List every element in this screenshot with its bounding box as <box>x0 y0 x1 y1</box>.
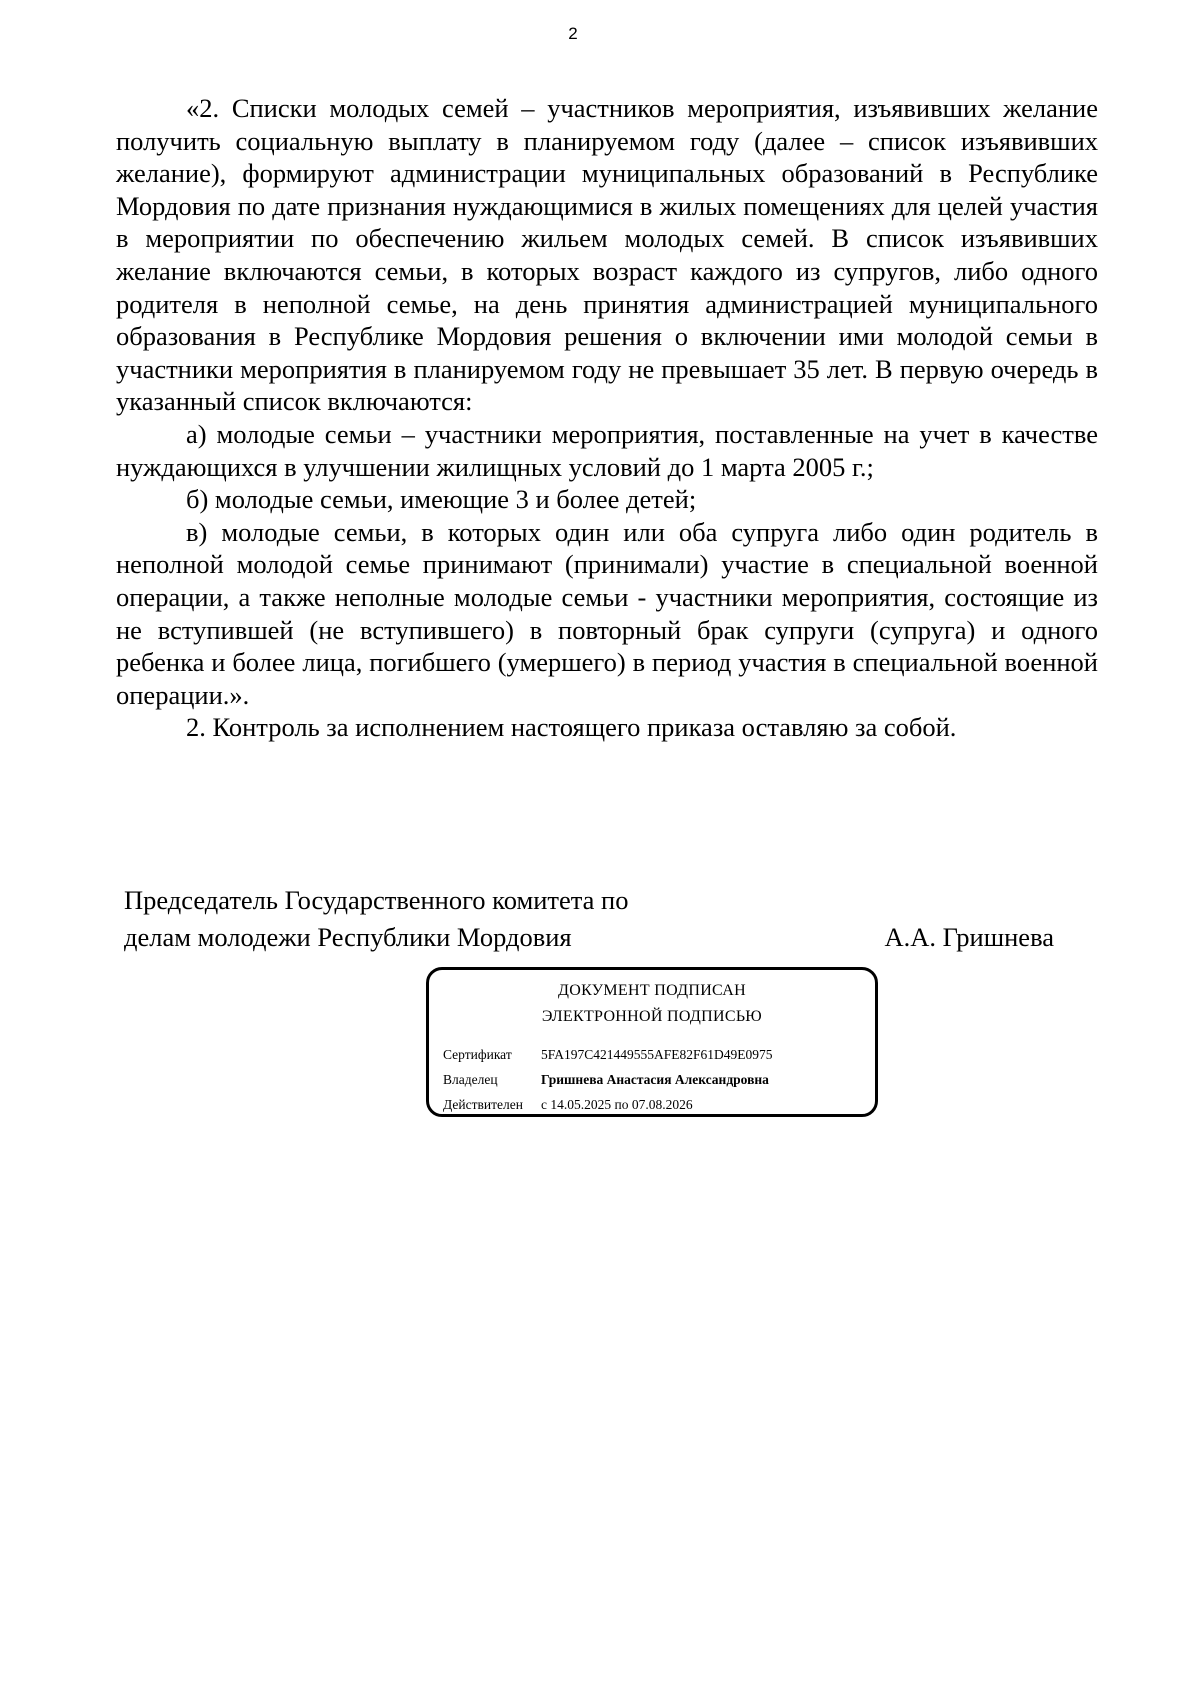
paragraph-item-b: б) молодые семьи, имеющие 3 и более детей; <box>186 484 697 515</box>
stamp-certificate-row <box>443 1042 865 1067</box>
signature-block <box>124 882 1054 956</box>
paragraph-list-rules: «2. Списки молодых семей – участников мероприятия, изъявивших желание получить социальную выплату в планируемом году (далее – список изъявивших желание), формируют администрации муниципальных образований в Республике Мордовия по дате признания нуждающимися в жилых помещениях для целей участия в мероприятии по обеспечению жильем молодых семей. В список изъявивших желание включаются семьи, в которых возраст каждого из супругов, либо одного родителя в неполной семье, на день принятия администрацией муниципального образования в Республике Мордовия решения о включении ими молодой семьи в участники мероприятия в планируемом году не превышает 35 лет. В первую очередь в указанный список включаются: <box>116 93 1098 417</box>
page-number: 2 <box>568 24 578 43</box>
electronic-signature-stamp <box>426 967 878 1117</box>
document-body <box>116 92 1098 744</box>
stamp-certificate-label: Сертификат <box>443 1047 512 1062</box>
stamp-title <box>429 978 875 1030</box>
stamp-title-line-1: ДОКУМЕНТ ПОДПИСАН <box>558 982 746 999</box>
stamp-valid-value: с 14.05.2025 по 07.08.2026 <box>541 1097 693 1112</box>
stamp-details <box>443 1042 865 1117</box>
stamp-certificate-value: 5FA197C421449555AFE82F61D49E0975 <box>541 1047 773 1062</box>
stamp-valid-row <box>443 1092 865 1117</box>
signature-row <box>124 919 1054 956</box>
signer-position-line-1: Председатель Государственного комитета по <box>124 885 629 915</box>
stamp-owner-row <box>443 1067 865 1092</box>
signer-position-line-2: делам молодежи Республики Мордовия <box>124 922 572 952</box>
stamp-owner-value: Гришнева Анастасия Александровна <box>541 1072 769 1087</box>
stamp-valid-label: Действителен <box>443 1097 523 1112</box>
stamp-owner-label: Владелец <box>443 1072 498 1087</box>
paragraph-item-c: в) молодые семьи, в которых один или оба супруга либо один родитель в неполной молодой семье принимают (принимали) участие в специальной военной операции, а также неполные молодые семьи - участники мероприятия, состоящие из не вступившей (не вступившего) в повторный брак супруги (супруга) и одного ребенка и более лица, погибшего (умершего) в период участия в специальной военной операции.». <box>116 516 1098 710</box>
signer-name: А.А. Гришнева <box>884 922 1054 952</box>
paragraph-item-a: а) молодые семьи – участники мероприятия, поставленные на учет в качестве нуждающихся в улучшении жилищных условий до 1 марта 2005 г.; <box>116 418 1098 482</box>
stamp-title-line-2: ЭЛЕКТРОННОЙ ПОДПИСЬЮ <box>541 1008 763 1025</box>
paragraph-control: 2. Контроль за исполнением настоящего приказа оставляю за собой. <box>186 712 957 743</box>
